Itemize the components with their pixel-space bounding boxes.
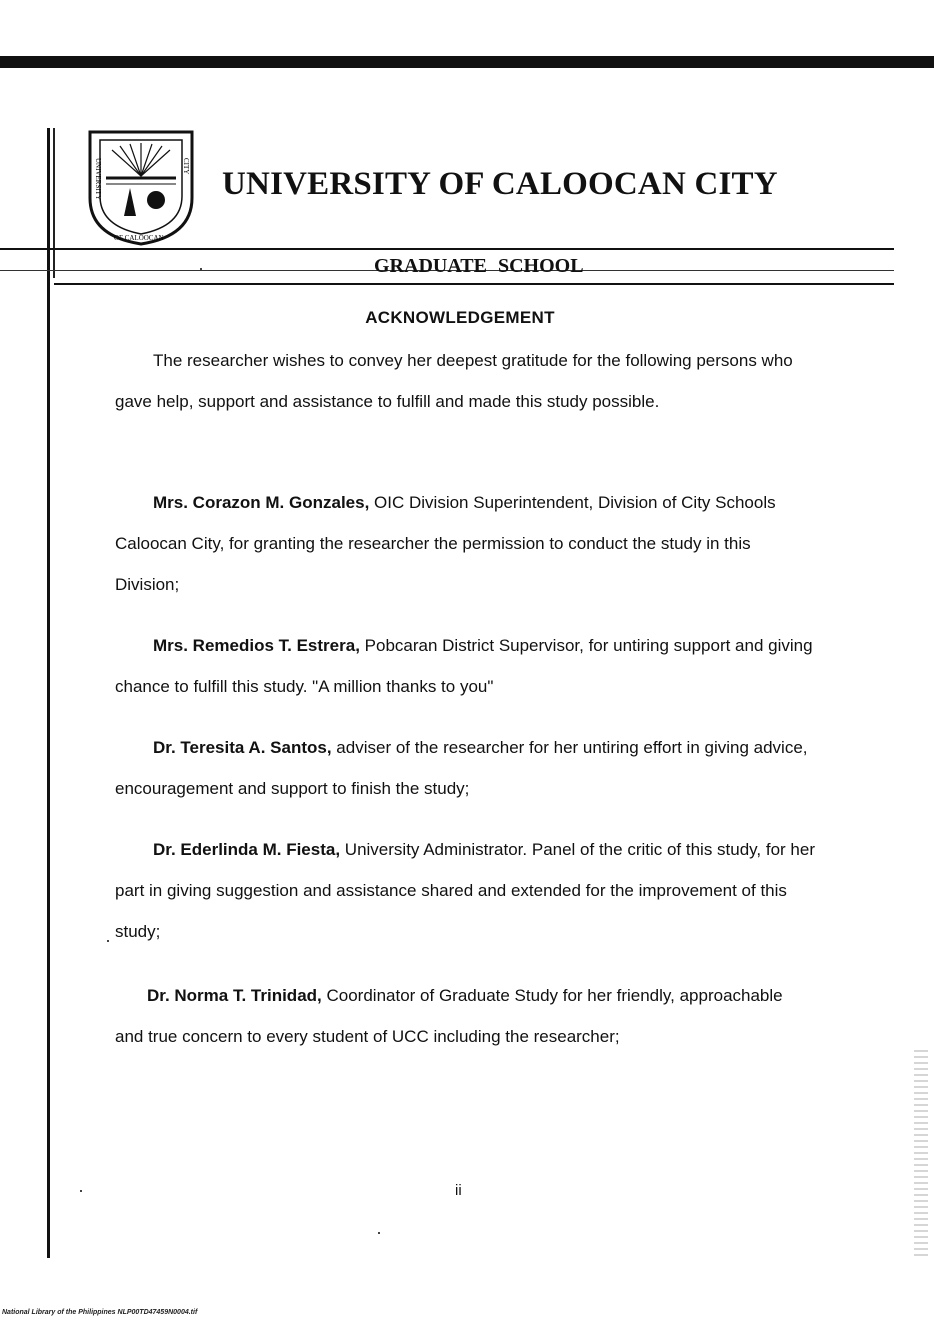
acknowledgee-name: Mrs. Corazon M. Gonzales,	[153, 493, 370, 512]
graduate-school-label: GRADUATE SCHOOL	[374, 255, 584, 277]
acknowledgement-paragraph	[115, 625, 815, 707]
left-margin-rule-inner	[53, 128, 55, 278]
university-seal	[84, 128, 198, 246]
acknowledgement-text: Pobcaran District Supervisor, for untiring support and giving chance to fulfill this study. "A million thanks to you"	[115, 636, 813, 696]
scan-edge-noise	[914, 1050, 928, 1260]
seal-text-bottom: OF CALOOCAN	[114, 234, 164, 242]
acknowledgee-name: Mrs. Remedios T. Estrera,	[153, 636, 360, 655]
acknowledgement-paragraph	[115, 727, 815, 809]
header-rule-upper	[0, 248, 894, 250]
acknowledgement-text: adviser of the researcher for her untiring effort in giving advice, encouragement and support to finish the study;	[115, 738, 808, 798]
scan-top-border	[0, 56, 934, 68]
acknowledgement-text: OIC Division Superintendent, Division of City Schools Caloocan City, for granting the researcher the permission to conduct the study in this Division;	[115, 493, 776, 594]
seal-text-right: CITY	[182, 158, 190, 175]
page-title: ACKNOWLEDGEMENT	[365, 308, 555, 327]
acknowledgee-name: Dr. Ederlinda M. Fiesta,	[153, 840, 341, 859]
scan-speck	[378, 1232, 380, 1234]
acknowledgement-text: University Administrator. Panel of the critic of this study, for her part in giving suggestion and assistance shared and extended for the improvement of this study;	[115, 840, 816, 941]
seal-text-left: UNIVERSITY	[94, 158, 102, 200]
page-number: ii	[455, 1182, 462, 1199]
scan-speck	[107, 940, 109, 942]
university-name: UNIVERSITY OF CALOOCAN CITY	[222, 166, 778, 202]
scan-footer-note: National Library of the Philippines NLP00TD47459N0004.tif	[2, 1309, 198, 1316]
acknowledgement-text: Coordinator of Graduate Study for her friendly, approachable and true concern to every student of UCC including the researcher;	[115, 986, 783, 1046]
acknowledgement-paragraph	[115, 829, 815, 952]
scan-speck	[80, 1190, 82, 1192]
intro-paragraph: The researcher wishes to convey her deepest gratitude for the following persons who gave help, support and assistance to fulfill and made this study possible.	[115, 351, 793, 411]
scan-speck	[200, 268, 202, 270]
acknowledgee-name: Dr. Norma T. Trinidad,	[147, 986, 322, 1005]
header-rule-lower	[54, 283, 894, 285]
acknowledgement-paragraph	[115, 482, 815, 605]
left-margin-rule	[47, 128, 50, 1258]
acknowledgement-paragraph	[115, 975, 815, 1057]
acknowledgee-name: Dr. Teresita A. Santos,	[153, 738, 332, 757]
